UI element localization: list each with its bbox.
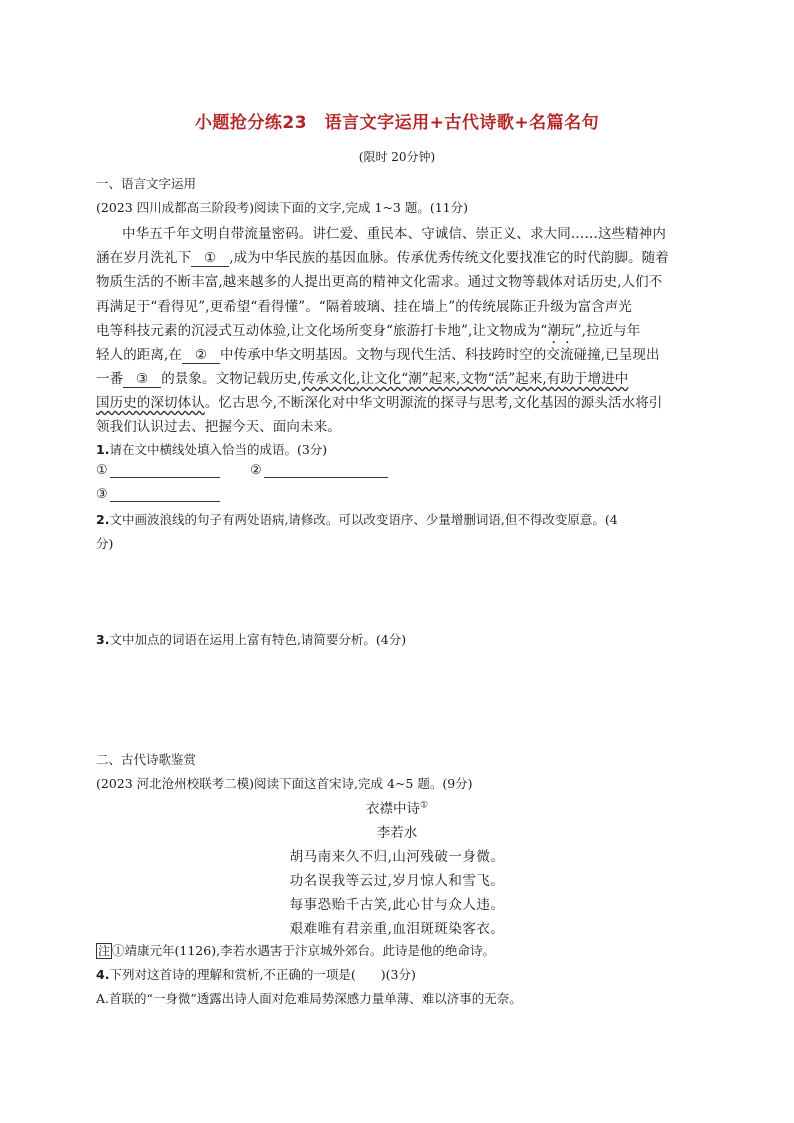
section1-heading: 一、语言文字运用	[96, 176, 197, 191]
passage-line-1: 中华五千年文明自带流量密码。讲仁爱、重民本、守诚信、崇正义、求大同……这些精神内	[122, 226, 666, 242]
passage-line-4: 再满足于“看得见”,更希望“看得懂”。“隔着玻璃、挂在墙上”的传统展陈正升级为富含声光	[96, 299, 632, 315]
page-title: 小题抢分练23 语言文字运用+古代诗歌+名篇名句	[194, 113, 600, 133]
passage-line-6: 轻人的距离,在 ② 中传承中华文明基因。文物与现代生活、科技跨时空的交流碰撞,已呈现出	[96, 347, 660, 363]
passage-line-7: 一番 ③ 的景象。文物记载历史,传承文化,让文化“潮”起来,文物“活”起来,有助于增进中	[96, 371, 629, 387]
answer-line-1[interactable]: ①	[96, 463, 220, 478]
passage-line-8: 国历史的深切体认。忆古思今,不断深化对中华文明源流的探寻与思考,文化基因的源头活水将引	[96, 395, 663, 411]
poem-title: 衣襟中诗①	[365, 800, 429, 817]
blank-3[interactable]: ③	[123, 371, 161, 388]
blank-2[interactable]: ②	[182, 347, 220, 364]
passage-line-5: 电等科技元素的沉浸式互动体验,让文化场所变身“旅游打卡地”,让文物成为“潮玩”,拉近与年	[96, 323, 641, 339]
poem-line: 艰难唯有君亲重,血泪斑斑染客衣。	[289, 921, 505, 937]
dotted-word: 潮玩	[547, 323, 575, 339]
question-2: 2.文中画波浪线的句子有两处语病,请修改。可以改变语序、少量增删词语,但不得改变原意。(4	[96, 512, 618, 527]
answer-line-3[interactable]: ③	[96, 487, 220, 502]
poem-line: 每事恐贻千古笑,此心甘与众人违。	[289, 897, 505, 913]
footnote-marker: ①	[419, 800, 429, 811]
passage-line-9: 领我们认识过去、把握今天、面向未来。	[96, 419, 341, 435]
question-3: 3.文中加点的词语在运用上富有特色,请简要分析。(4分)	[96, 632, 407, 647]
wavy-sentence-end: 国历史的深切体认	[96, 395, 205, 411]
poem-line: 胡马南来久不归,山河残破一身微。	[289, 849, 505, 865]
note-label: 注	[98, 944, 111, 958]
question-2-cont: 分)	[96, 536, 114, 551]
option-a[interactable]: A.首联的“一身微”透露出诗人面对危难局势深感力量单薄、难以济事的无奈。	[96, 991, 522, 1006]
poem-line: 功名误我等云过,岁月惊人和雪飞。	[289, 873, 505, 889]
passage-line-3: 物质生活的不断丰富,越来越多的人提出更高的精神文化需求。通过文物等载体对话历史,人们不	[96, 274, 663, 290]
wavy-sentence: 传承文化,让文化“潮”起来,文物“活”起来,有助于增进中	[301, 371, 629, 387]
blank-1[interactable]: ①	[191, 250, 229, 267]
section2-heading: 二、古代诗歌鉴赏	[96, 752, 197, 767]
section2-source: (2023 河北沧州校联考二模)阅读下面这首宋诗,完成 4~5 题。(9分)	[96, 776, 473, 791]
time-limit: (限时 20分钟)	[358, 150, 436, 164]
answer-line-2[interactable]: ②	[250, 463, 388, 478]
question-1: 1.请在文中横线处填入恰当的成语。(3分)	[96, 442, 328, 457]
passage-line-2: 涵在岁月洗礼下 ① ,成为中华民族的基因血脉。传承优秀传统文化要找准它的时代韵脚。随着	[96, 250, 669, 266]
poem-note: 注 ①靖康元年(1126),李若水遇害于汴京城外郊台。此诗是他的绝命诗。	[98, 943, 496, 958]
poem-author: 李若水	[376, 825, 418, 841]
question-4: 4.下列对这首诗的理解和赏析,不正确的一项是( )(3分)	[96, 967, 416, 982]
section1-source: (2023 四川成都高三阶段考)阅读下面的文字,完成 1~3 题。(11分)	[96, 200, 468, 215]
